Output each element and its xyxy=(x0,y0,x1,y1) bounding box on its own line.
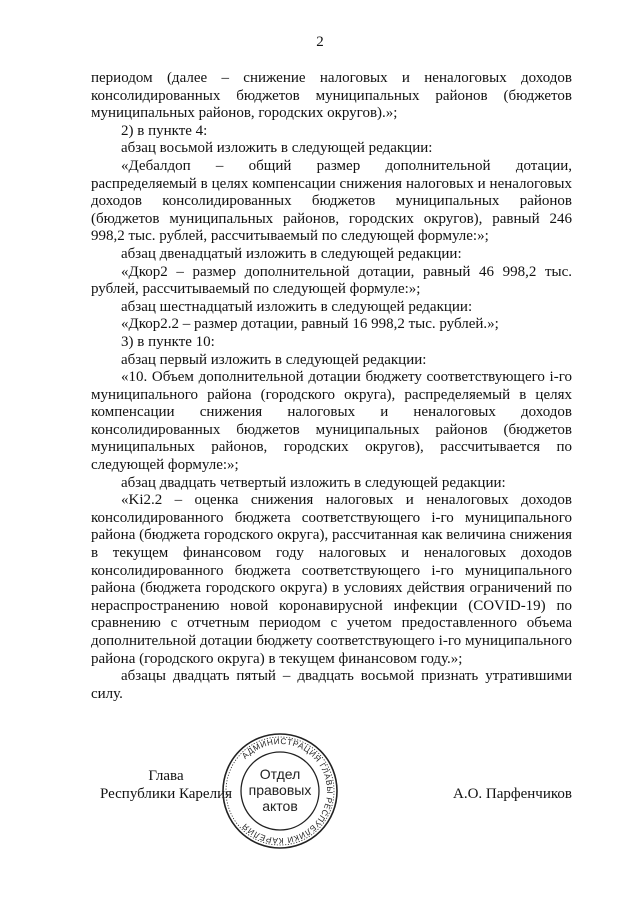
paragraph: «Ki2.2 – оценка снижения налоговых и неналоговых доходов консолидированного бюджета соответствующего i-го муниципального района (бюджета городского округа), рассчитанная как величина снижения в текущем финансовом году налоговых и неналоговых доходов консолидированного бюджета соответствующего i-го муниципального района (бюджета городского округа) в условиях действия ограничений по нераспространению новой коронавирусной инфекции (COVID-19) по сравнению с отчетным периодом с учетом предоставленного объема дополнительной дотации бюджету соответствующего i-го муниципального района (городского округа) в текущем финансовом году.»; xyxy=(91,492,572,667)
paragraph: периодом (далее – снижение налоговых и неналоговых доходов консолидированных бюджетов муниципальных районов (бюджетов муниципальных районов, городских округов).»; xyxy=(91,70,572,122)
paragraph: абзац первый изложить в следующей редакции: xyxy=(121,351,427,368)
signer-title-line2: Республики Карелия xyxy=(99,785,233,802)
document-body xyxy=(91,70,572,703)
paragraph: абзац двадцать четвертый изложить в следующей редакции: xyxy=(121,474,506,491)
paragraph: абзац шестнадцатый изложить в следующей редакции: xyxy=(121,298,473,315)
signer-title-line1: Глава xyxy=(148,768,184,784)
signer-name: А.О. Парфенчиков xyxy=(453,785,572,802)
paragraph: «Дкор2.2 – размер дотации, равный 16 998,2 тыс. рублей.»; xyxy=(121,316,499,333)
signer-title xyxy=(91,768,241,803)
paragraph: абзац двенадцатый изложить в следующей редакции: xyxy=(121,245,462,262)
stamp-ring-text: АДМИНИСТРАЦИЯ ГЛАВЫ РЕСПУБЛИКИ КАРЕЛИЯ xyxy=(240,736,335,846)
paragraph: 2) в пункте 4: xyxy=(121,122,208,139)
stamp-seal xyxy=(221,732,339,850)
paragraph: «Дебалдоп – общий размер дополнительной дотации, распределяемый в целях компенсации снижения налоговых и неналоговых доходов консолидированных бюджетов муниципальных районов (бюджетов муниципальных районов, городских округов), равный 246 998,2 тыс. рублей, рассчитываемый по следующей формуле:»; xyxy=(91,157,572,245)
paragraph: абзац восьмой изложить в следующей редакции: xyxy=(121,140,433,157)
page-number: 2 xyxy=(316,34,324,50)
stamp-line-2: правовых xyxy=(248,782,312,798)
paragraph: «10. Объем дополнительной дотации бюджету соответствующего i-го муниципального района (городского округа), распределяемый в целях компенсации снижения налоговых и неналоговых доходов консолидированных бюджетов муниципальных районов (бюджетов муниципальных районов, городских округов), рассчитывается по следующей формуле:»; xyxy=(91,369,572,474)
signature-block xyxy=(91,736,572,846)
stamp-line-1: Отдел xyxy=(259,766,301,782)
paragraph: 3) в пункте 10: xyxy=(121,333,215,350)
stamp-line-3: актов xyxy=(262,798,298,814)
paragraph: абзацы двадцать пятый – двадцать восьмой признать утратившими силу. xyxy=(91,668,572,702)
paragraph: «Дкор2 – размер дополнительной дотации, равный 46 998,2 тыс. рублей, рассчитываемый по следующей формуле:»; xyxy=(91,263,572,298)
